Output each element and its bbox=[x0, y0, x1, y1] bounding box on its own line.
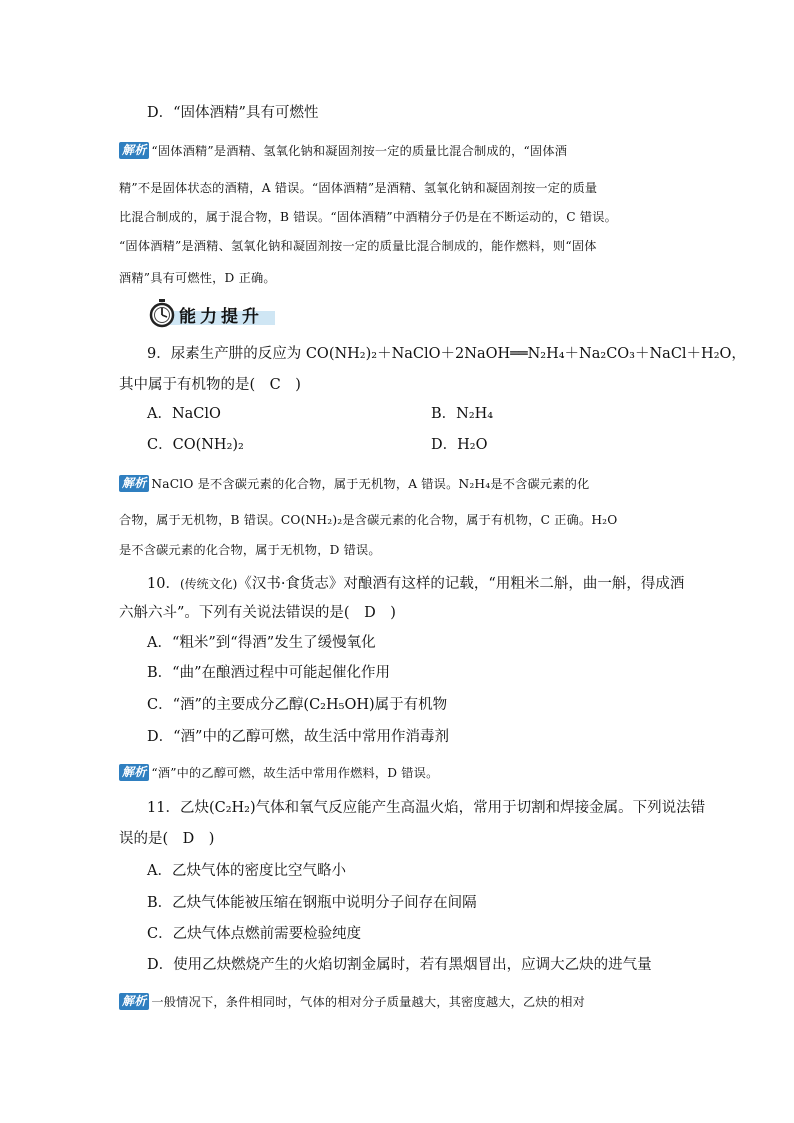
option-d: D．“固体酒精”具有可燃性 bbox=[147, 105, 319, 121]
question-9-stem: 9．尿素生产肼的反应为 CO(NH₂)₂＋NaClO＋2NaOH══N₂H₄＋Na₂CO₃＋NaCl＋H₂O， bbox=[147, 346, 746, 362]
analysis-badge: 解析 bbox=[119, 475, 149, 492]
section-title: 能力提升 bbox=[179, 307, 263, 327]
question-11-stem: 11．乙炔(C₂H₂)气体和氧气反应能产生高温火焰，常用于切割和焊接金属。下列说法错 bbox=[147, 800, 706, 816]
analysis-line: 合物，属于无机物，B 错误。CO(NH₂)₂是含碳元素的化合物，属于有机物，C 正确。H₂O bbox=[119, 513, 618, 527]
analysis-badge: 解析 bbox=[119, 764, 149, 781]
analysis-line: 比混合制成的，属于混合物，B 错误。“固体酒精”中酒精分子仍是在不断运动的，C 错误。 bbox=[119, 210, 618, 224]
analysis-badge: 解析 bbox=[119, 993, 149, 1010]
q11-option-c: C．乙炔气体点燃前需要检验纯度 bbox=[147, 926, 362, 942]
q11-option-d: D．使用乙炔燃烧产生的火焰切割金属时，若有黑烟冒出，应调大乙炔的进气量 bbox=[147, 957, 652, 973]
q10-option-b: B．“曲”在酿酒过程中可能起催化作用 bbox=[147, 665, 390, 681]
analysis-line: 解析 一般情况下，条件相同时，气体的相对分子质量越大，其密度越大，乙炔的相对 bbox=[119, 992, 585, 1012]
analysis-line: 解析 “酒”中的乙醇可燃，故生活中常用作燃料，D 错误。 bbox=[119, 763, 438, 783]
question-tag: (传统文化) bbox=[179, 577, 238, 591]
stopwatch-icon bbox=[147, 298, 177, 328]
q10-option-a: A．“粗米”到“得酒”发生了缓慢氧化 bbox=[147, 635, 376, 651]
question-10-stem: 10．(传统文化)《汉书·食货志》对酿酒有这样的记载，“用粗米二斛，曲一斛，得成酒 bbox=[147, 576, 685, 592]
analysis-line: 精”不是固体状态的酒精，A 错误。“固体酒精”是酒精、氢氧化钠和凝固剂按一定的质量 bbox=[119, 181, 598, 195]
analysis-line: 解析 “固体酒精”是酒精、氢氧化钠和凝固剂按一定的质量比混合制成的，“固体酒 bbox=[119, 141, 567, 161]
section-header bbox=[147, 298, 275, 328]
analysis-badge: 解析 bbox=[119, 142, 149, 159]
q11-option-a: A．乙炔气体的密度比空气略小 bbox=[147, 863, 346, 879]
q10-option-d: D．“酒”中的乙醇可燃，故生活中常用作消毒剂 bbox=[147, 729, 449, 745]
question-9-stem-cont: 其中属于有机物的是( C ) bbox=[119, 377, 301, 393]
analysis-line: 解析 NaClO 是不含碳元素的化合物，属于无机物，A 错误。N₂H₄是不含碳元素的化 bbox=[119, 474, 589, 494]
analysis-line: “固体酒精”是酒精、氢氧化钠和凝固剂按一定的质量比混合制成的，能作燃料，则“固体 bbox=[119, 239, 597, 253]
q9-option-c: C．CO(NH₂)₂ bbox=[147, 437, 244, 453]
question-11-stem-cont: 误的是( D ) bbox=[119, 831, 215, 847]
q9-option-a: A．NaClO bbox=[147, 406, 221, 422]
q10-option-c: C．“酒”的主要成分乙醇(C₂H₅OH)属于有机物 bbox=[147, 697, 448, 713]
question-10-stem-cont: 六斛六斗”。下列有关说法错误的是( D ) bbox=[119, 605, 396, 621]
q11-option-b: B．乙炔气体能被压缩在钢瓶中说明分子间存在间隔 bbox=[147, 895, 477, 911]
q9-option-d: D．H₂O bbox=[431, 437, 488, 453]
q9-option-b: B．N₂H₄ bbox=[431, 406, 494, 422]
analysis-line: 是不含碳元素的化合物，属于无机物，D 错误。 bbox=[119, 543, 381, 557]
analysis-line: 酒精”具有可燃性，D 正确。 bbox=[119, 271, 276, 285]
